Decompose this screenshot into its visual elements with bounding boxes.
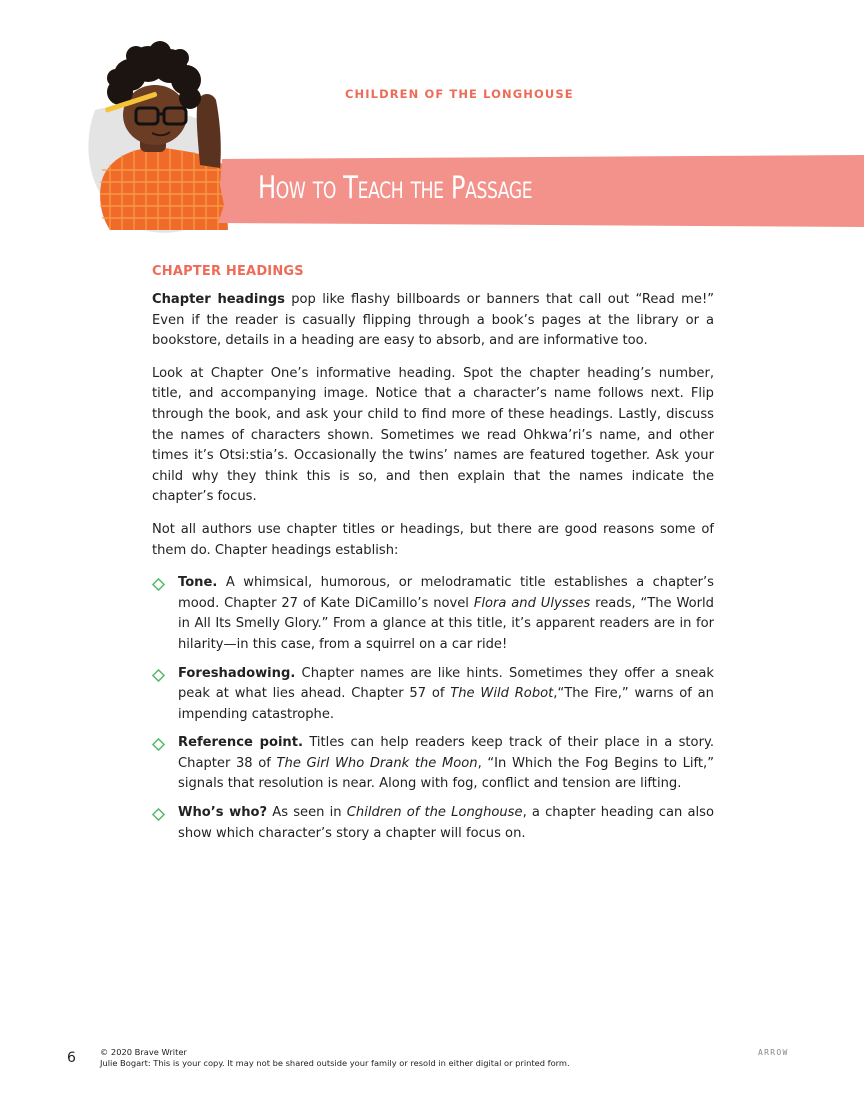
list-item-whos-who [152,803,714,844]
diamond-bullet-icon [152,738,165,751]
diamond-bullet-icon [152,578,165,591]
term: Tone. [178,575,218,591]
text: , “In Which the Fog Begins to Lift,” signals that resolution is near. Along with fog, conflict and tension are lifting. [178,755,714,792]
intro-text: pop like flashy billboards or banners that call out “Read me!” Even if the reader is casually flipping through a book’s pages at the library or a bookstore, details in a heading are easy to absorb, and are informative too. [152,292,715,349]
text: , a chapter heading can also show which character’s story a chapter will focus on. [178,805,714,841]
book-title: The Girl Who Drank the Moon [276,755,478,771]
text: reads, “The World in All Its Smelly Glory.” From a glance at this title, it’s apparent readers are in for hilarity—in this case, from a squirrel on a car ride! [178,595,714,652]
brand-logo: ARROW [758,1048,789,1057]
footer-copyright [100,1047,570,1069]
text: Chapter names are like hints. Sometimes they offer a sneak peak at what lies ahead. Chapter 57 of [178,665,714,702]
book-title: Flora and Ulysses [473,595,591,611]
list-item-reference-point [152,733,714,795]
list-item-foreshadowing [152,664,714,726]
series-title: CHILDREN OF THE LONGHOUSE [345,87,574,101]
section-heading: CHAPTER HEADINGS [152,264,304,279]
text: Titles can help readers keep track of their place in a story. Chapter 38 of [178,735,714,771]
lead-term: Chapter headings [152,292,285,307]
list-item-tone [152,573,714,655]
main-content [152,264,714,852]
title-banner [218,155,864,227]
intro-paragraph [152,290,714,352]
copyright-line: © 2020 Brave Writer [100,1047,187,1057]
term: Who’s who? [178,805,268,821]
text: As seen in [267,805,347,821]
reasons-intro-paragraph: Not all authors use chapter titles or headings, but there are good reasons some of them do. Chapter headings establish: [152,521,714,558]
reasons-list [152,573,714,844]
term: Foreshadowing. [178,665,296,681]
page-number: 6 [67,1050,76,1066]
text: A whimsical, humorous, or melodramatic title establishes a chapter’s mood. Chapter 27 of Kate DiCamillo’s novel [178,575,714,611]
diamond-bullet-icon [152,669,165,682]
book-title: The Wild Robot [450,686,554,702]
license-notice: Julie Bogart: This is your copy. It may not be shared outside your family or resold in either digital or printed form. [100,1058,570,1068]
page-title: How to Teach the Passage [258,170,533,206]
book-title: Children of the Longhouse [346,805,523,821]
term: Reference point. [178,735,303,751]
diamond-bullet-icon [152,808,165,821]
chapter-one-paragraph: Look at Chapter One’s informative heading. Spot the chapter heading’s number, title, and accompanying image. Notice that a character’s name follows next. Flip through the book, and ask your child to find more of these headings. Lastly, discuss the names of characters shown. Sometimes we read Ohkwa’ri’s name, and other times it’s Otsi:stia’s. Occasionally the twins’ names are featured together. Ask your child why they think this is so, and then explain that the names indicate the chapter’s focus. [152,365,714,505]
text: ,“The Fire,” warns of an impending catastrophe. [178,686,714,722]
